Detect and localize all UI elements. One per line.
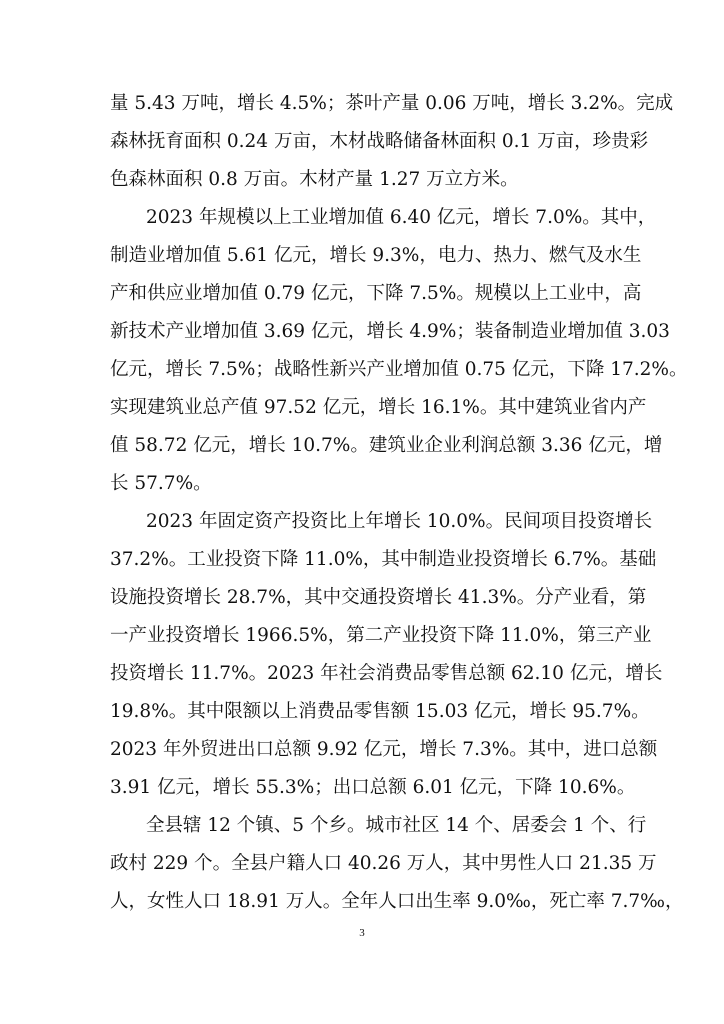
- text-line: 新技术产业增加值 3.69 亿元，增长 4.9%；装备制造业增加值 3.03: [110, 321, 670, 342]
- text-line: 森林抚育面积 0.24 万亩，木材战略储备林面积 0.1 万亩，珍贵彩: [110, 131, 649, 152]
- text-line: 值 58.72 亿元，增长 10.7%。建筑业企业利润总额 3.36 亿元，增: [110, 435, 663, 456]
- text-line: 制造业增加值 5.61 亿元，增长 9.3%，电力、热力、燃气及水生: [110, 245, 642, 266]
- text-line: 2023 年固定资产投资比上年增长 10.0%。民间项目投资增长: [146, 511, 653, 532]
- text-line: 一产业投资增长 1966.5%，第二产业投资下降 11.0%，第三产业: [110, 625, 652, 646]
- text-line: 3.91 亿元，增长 55.3%；出口总额 6.01 亿元，下降 10.6%。: [110, 777, 636, 798]
- text-line: 长 57.7%。: [110, 473, 212, 494]
- text-line: 人，女性人口 18.91 万人。全年人口出生率 9.0‰，死亡率 7.7‰，: [110, 891, 684, 912]
- text-line: 投资增长 11.7%。2023 年社会消费品零售总额 62.10 亿元，增长: [110, 663, 663, 684]
- text-line: 37.2%。工业投资下降 11.0%，其中制造业投资增长 6.7%。基础: [110, 549, 657, 570]
- text-line: 产和供应业增加值 0.79 亿元，下降 7.5%。规模以上工业中，高: [110, 283, 642, 304]
- text-line: 设施投资增长 28.7%，其中交通投资增长 41.3%。分产业看，第: [110, 587, 647, 608]
- text-line: 2023 年规模以上工业增加值 6.40 亿元，增长 7.0%。其中，: [146, 207, 657, 228]
- text-line: 亿元，增长 7.5%；战略性新兴产业增加值 0.75 亿元，下降 17.2%。: [110, 359, 688, 380]
- text-line: 量 5.43 万吨，增长 4.5%；茶叶产量 0.06 万吨，增长 3.2%。完成: [110, 93, 674, 114]
- text-line: 实现建筑业总产值 97.52 亿元，增长 16.1%。其中建筑业省内产: [110, 397, 647, 418]
- text-line: 政村 229 个。全县户籍人口 40.26 万人，其中男性人口 21.35 万: [110, 853, 657, 874]
- text-line: 2023 年外贸进出口总额 9.92 亿元，增长 7.3%。其中，进口总额: [110, 739, 658, 760]
- text-line: 19.8%。其中限额以上消费品零售额 15.03 亿元，增长 95.7%。: [110, 701, 650, 722]
- text-line: 全县辖 12 个镇、5 个乡。城市社区 14 个、居委会 1 个、行: [146, 815, 647, 836]
- text-line: 色森林面积 0.8 万亩。木材产量 1.27 万立方米。: [110, 169, 519, 190]
- page-number: 3: [359, 927, 365, 939]
